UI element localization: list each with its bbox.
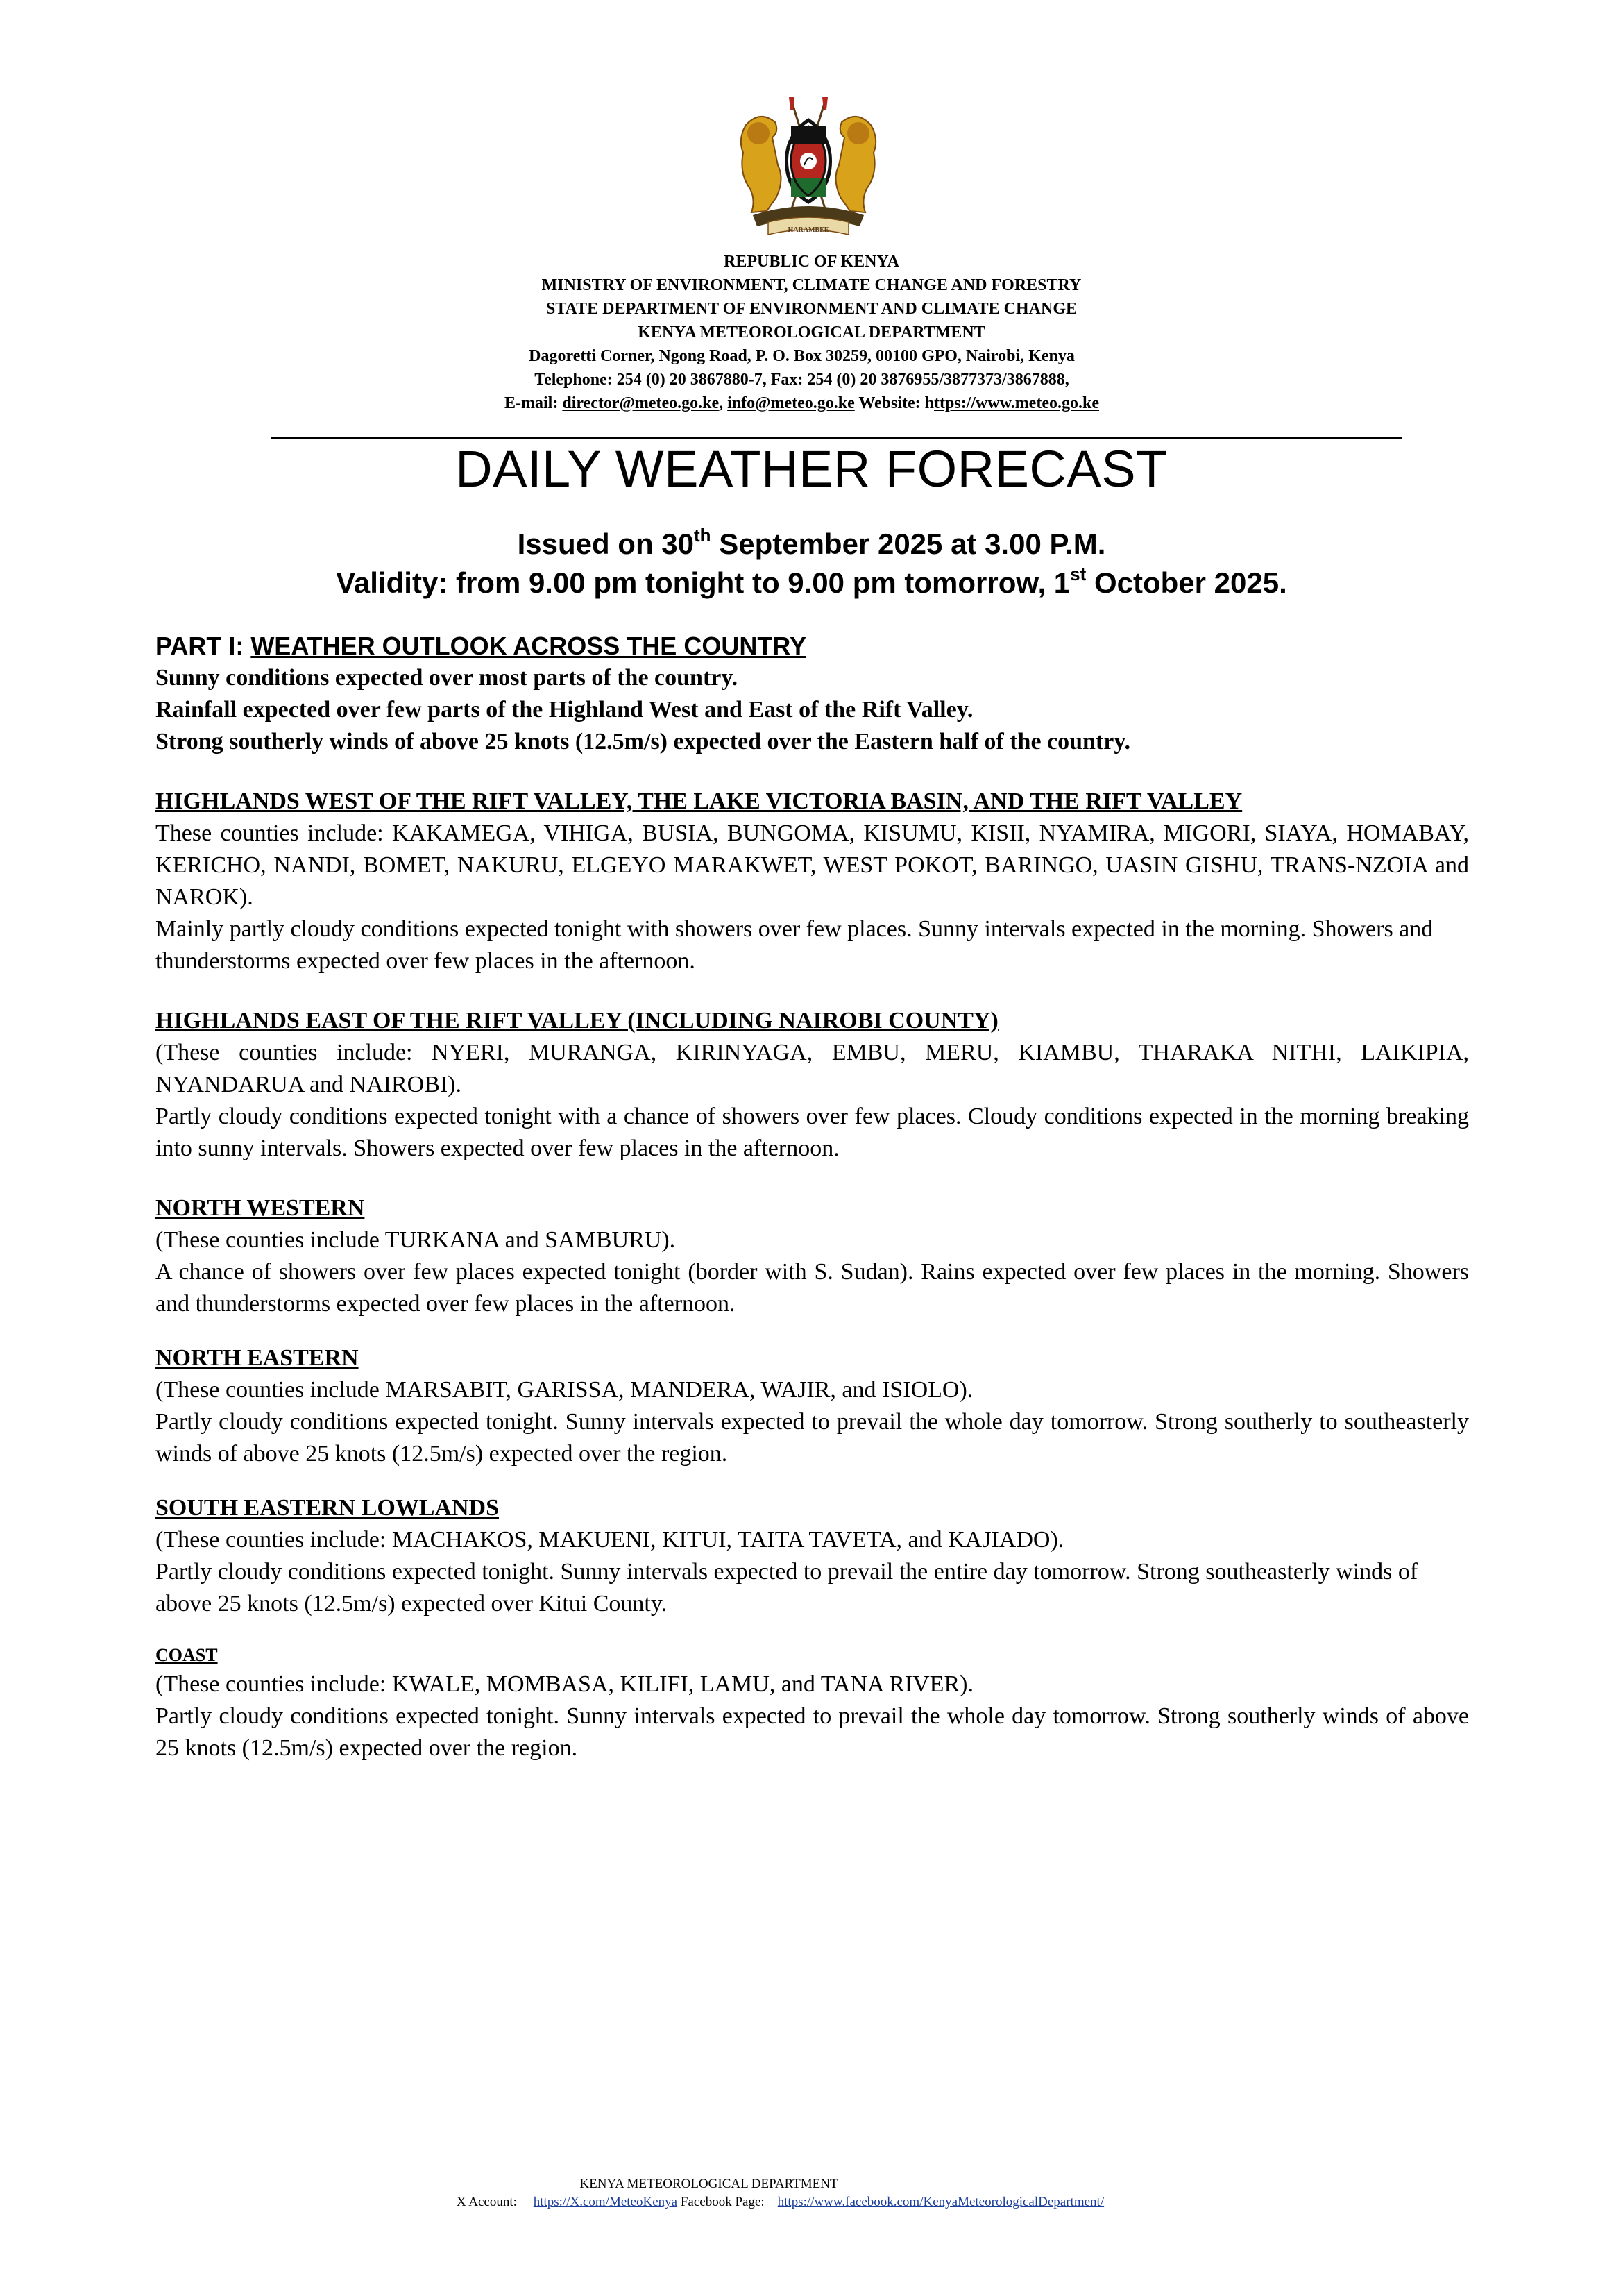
section-heading: HIGHLANDS EAST OF THE RIFT VALLEY (INCLUDING NAIROBI COUNTY) (155, 1008, 999, 1033)
section-east-rift (155, 1005, 1469, 1165)
issued-sup: th (694, 525, 711, 546)
letterhead (0, 250, 1623, 415)
section-counties: (These counties include MARSABIT, GARISSA, MANDERA, WAJIR, and ISIOLO). (155, 1377, 974, 1403)
kenya-coat-of-arms-icon (725, 97, 892, 244)
footer-links (0, 2193, 1592, 2211)
part1-heading (155, 630, 1469, 662)
section-forecast: A chance of showers over few places expected tonight (border with S. Sudan). Rains expected over few places in the morning. Showers and thunderstorms expected over few places in the afternoon. (155, 1259, 1469, 1317)
outlook-line-2: Rainfall expected over few parts of the Highland West and East of the Rift Valley. (155, 697, 974, 723)
section-forecast: Partly cloudy conditions expected tonight. Sunny intervals expected to prevail the entire day tomorrow. Strong southeasterly winds of above 25 knots (12.5m/s) expected over Kitui County. (155, 1559, 1418, 1617)
x-account-link[interactable]: https://X.com/MeteoKenya (533, 2195, 678, 2209)
ministry-name: MINISTRY OF ENVIRONMENT, CLIMATE CHANGE AND FORESTRY (541, 276, 1082, 294)
email-label: E-mail: (504, 394, 559, 412)
forecast-content (155, 630, 1469, 1764)
validity-sup: st (1070, 564, 1087, 584)
section-coast (155, 1642, 1469, 1764)
page-title: DAILY WEATHER FORECAST (455, 440, 1168, 498)
section-west-rift (155, 786, 1469, 977)
section-heading: HIGHLANDS WEST OF THE RIFT VALLEY, THE LAKE VICTORIA BASIN, AND THE RIFT VALLEY (155, 788, 1243, 814)
department-name: KENYA METEOROLOGICAL DEPARTMENT (638, 323, 985, 341)
email-website-line (0, 391, 1613, 415)
part1-label: PART I: (155, 632, 251, 660)
address: Dagoretti Corner, Ngong Road, P. O. Box 30259, 00100 GPO, Nairobi, Kenya (529, 347, 1075, 365)
section-north-western (155, 1192, 1469, 1320)
issued-suffix: September 2025 at 3.00 P.M. (711, 527, 1106, 560)
website-label: Website: h (858, 394, 935, 412)
facebook-link[interactable]: https://www.facebook.com/KenyaMeteorologicalDepartment/ (777, 2195, 1105, 2209)
section-counties: (These counties include TURKANA and SAMBURU). (155, 1227, 676, 1253)
issued-prefix: Issued on 30 (517, 527, 694, 560)
coat-motto: HARAMBEE (788, 226, 829, 234)
section-counties: (These counties include: NYERI, MURANGA, KIRINYAGA, EMBU, MERU, KIAMBU, THARAKA NITHI, LAIKIPIA, NYANDARUA and NAIROBI). (155, 1040, 1469, 1097)
section-north-eastern (155, 1342, 1469, 1470)
section-heading: NORTH WESTERN (155, 1195, 365, 1221)
page-footer (0, 2175, 1623, 2211)
validity-line (0, 564, 1623, 602)
country-name: REPUBLIC OF KENYA (724, 253, 899, 271)
outlook-line-3: Strong southerly winds of above 25 knots (12.5m/s) expected over the Eastern half of the country. (155, 729, 1130, 754)
state-department-name: STATE DEPARTMENT OF ENVIRONMENT AND CLIMATE CHANGE (545, 300, 1077, 318)
part1-title: WEATHER OUTLOOK ACROSS THE COUNTRY (250, 632, 806, 660)
section-forecast: Partly cloudy conditions expected tonight. Sunny intervals expected to prevail the whole day tomorrow. Strong southerly winds of above 25 knots (12.5m/s) expected over the region. (155, 1703, 1469, 1761)
section-heading: SOUTH EASTERN LOWLANDS (155, 1495, 500, 1521)
outlook-line-1: Sunny conditions expected over most parts of the country. (155, 665, 738, 691)
validity-prefix: Validity: from 9.00 pm tonight to 9.00 pm tomorrow, 1 (336, 566, 1071, 599)
section-forecast: Partly cloudy conditions expected tonight with a chance of showers over few places. Cloudy conditions expected in the morning breaking into sunny intervals. Showers expected over few places in the afternoon. (155, 1104, 1469, 1161)
section-south-eastern (155, 1492, 1469, 1620)
info-email-link[interactable]: info@meteo.go.ke (727, 394, 855, 412)
footer-org: KENYA METEOROLOGICAL DEPARTMENT (579, 2177, 838, 2191)
issued-line (0, 525, 1623, 564)
section-forecast: Partly cloudy conditions expected tonight. Sunny intervals expected to prevail the whole day tomorrow. Strong southerly to southeasterly winds of above 25 knots (12.5m/s) expected over the region. (155, 1409, 1469, 1467)
section-heading: NORTH EASTERN (155, 1345, 359, 1371)
director-email-link[interactable]: director@meteo.go.ke (562, 394, 720, 412)
section-counties: (These counties include: MACHAKOS, MAKUENI, KITUI, TAITA TAVETA, and KAJIADO). (155, 1527, 1064, 1553)
section-forecast: Mainly partly cloudy conditions expected tonight with showers over few places. Sunny intervals expected in the morning. Showers and thunderstorms expected over few places in the afternoon. (155, 916, 1434, 974)
section-heading: COAST (155, 1645, 218, 1665)
facebook-label: Facebook Page: (680, 2195, 765, 2209)
telephone: Telephone: 254 (0) 20 3867880-7, Fax: 254 (0) 20 3876955/3877373/3867888, (534, 371, 1069, 389)
website-link[interactable]: ttps://www.meteo.go.ke (934, 394, 1099, 412)
email-separator: , (719, 394, 724, 412)
section-counties: These counties include: KAKAMEGA, VIHIGA, BUSIA, BUNGOMA, KISUMU, KISII, NYAMIRA, MIGORI, SIAYA, HOMABAY, KERICHO, NANDI, BOMET, NAKURU, ELGEYO MARAKWET, WEST POKOT, BARINGO, UASIN GISHU, TRANS-NZOIA and NAROK). (155, 820, 1469, 910)
issue-info (0, 525, 1623, 602)
section-counties: (These counties include: KWALE, MOMBASA, KILIFI, LAMU, and TANA RIVER). (155, 1671, 974, 1697)
validity-suffix: October 2025. (1086, 566, 1287, 599)
x-account-label: X Account: (456, 2195, 517, 2209)
